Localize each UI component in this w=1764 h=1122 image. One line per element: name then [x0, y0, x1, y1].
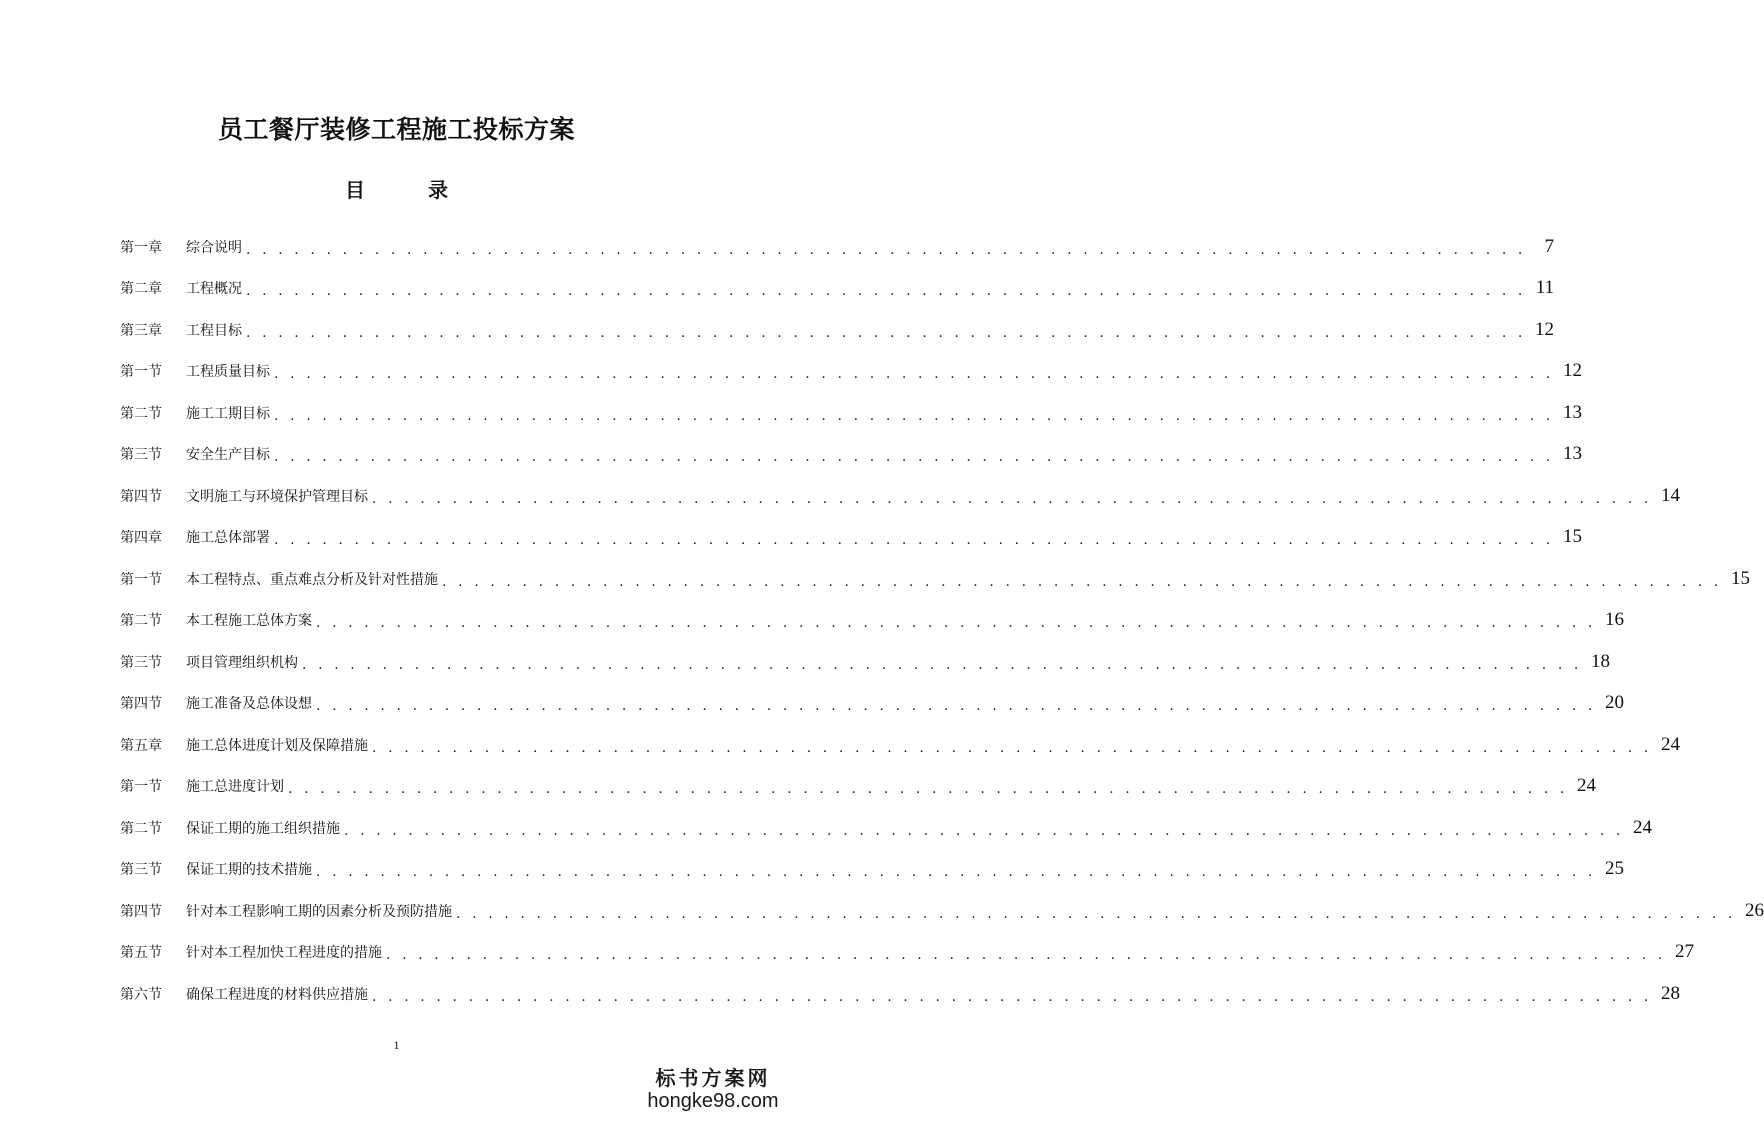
toc-entry-label — [120, 818, 340, 838]
toc-dot-leader: . . . . . . . . . . . . . . . . . . . . . . . . . . . . . . . . . . . . . . . . . . . . . . . . . . . . . . . . . . . . . . . . . . . . . . . . . . . . . . . . — [274, 532, 1554, 549]
toc-entry-number: 第一节 — [120, 571, 162, 588]
toc-dot-leader: . . . . . . . . . . . . . . . . . . . . . . . . . . . . . . . . . . . . . . . . . . . . . . . . . . . . . . . . . . . . . . . . . . . . . . . . . . . . . . . . — [344, 822, 1624, 839]
toc-entry-number: 第三章 — [120, 322, 162, 339]
toc-entry[interactable] — [120, 392, 1582, 434]
toc-entry-number: 第二节 — [120, 820, 162, 837]
toc-entry-number: 第一节 — [120, 779, 162, 796]
toc-entry-title: 保证工期的施工组织措施 — [186, 820, 340, 837]
toc-entry[interactable] — [120, 517, 1582, 559]
toc-entry-title: 施工总进度计划 — [186, 779, 284, 796]
toc-entry-page: 27 — [1674, 941, 1694, 963]
toc-entry-label — [120, 942, 382, 962]
toc-entry-page: 12 — [1534, 318, 1554, 340]
toc-entry-number: 第一章 — [120, 239, 162, 256]
toc-dot-leader: . . . . . . . . . . . . . . . . . . . . . . . . . . . . . . . . . . . . . . . . . . . . . . . . . . . . . . . . . . . . . . . . . . . . . . . . . . . . . . . . — [274, 366, 1554, 383]
toc-entry-title: 项目管理组织机构 — [186, 654, 298, 671]
toc-entry-label — [120, 859, 312, 879]
toc-entry-label — [120, 652, 298, 672]
toc-entry-title: 施工准备及总体设想 — [186, 696, 312, 713]
toc-entry-title: 针对本工程影响工期的因素分析及预防措施 — [186, 903, 452, 920]
page-number: 1 — [393, 1038, 400, 1052]
toc-dot-leader: . . . . . . . . . . . . . . . . . . . . . . . . . . . . . . . . . . . . . . . . . . . . . . . . . . . . . . . . . . . . . . . . . . . . . . . . . . . . . . . . — [246, 283, 1526, 300]
toc-entry-page: 28 — [1660, 982, 1680, 1004]
toc-dot-leader: . . . . . . . . . . . . . . . . . . . . . . . . . . . . . . . . . . . . . . . . . . . . . . . . . . . . . . . . . . . . . . . . . . . . . . . . . . . . . . . . — [316, 698, 1596, 715]
toc-entry[interactable] — [120, 268, 1554, 310]
toc-entry-title: 工程概况 — [186, 281, 242, 298]
toc-entry[interactable] — [120, 724, 1680, 766]
toc-entry[interactable] — [120, 558, 1750, 600]
toc-entry-title: 施工总体进度计划及保障措施 — [186, 737, 368, 754]
toc-entry-title: 针对本工程加快工程进度的措施 — [186, 945, 382, 962]
toc-entry[interactable] — [120, 475, 1680, 517]
toc-entry-page: 26 — [1744, 899, 1764, 921]
toc-entry-number: 第四章 — [120, 530, 162, 547]
toc-entry-number: 第四节 — [120, 696, 162, 713]
toc-entry-page: 11 — [1535, 277, 1554, 299]
toc-dot-leader: . . . . . . . . . . . . . . . . . . . . . . . . . . . . . . . . . . . . . . . . . . . . . . . . . . . . . . . . . . . . . . . . . . . . . . . . . . . . . . . . — [316, 615, 1596, 632]
toc-entry[interactable] — [120, 766, 1596, 808]
toc-entry-title: 综合说明 — [186, 239, 242, 256]
toc-entry-label — [120, 735, 368, 755]
toc-heading: 目 录 — [345, 178, 476, 202]
toc-entry[interactable] — [120, 226, 1554, 268]
toc-entry-page: 13 — [1562, 443, 1582, 465]
toc-entry-label — [120, 776, 284, 796]
toc-dot-leader: . . . . . . . . . . . . . . . . . . . . . . . . . . . . . . . . . . . . . . . . . . . . . . . . . . . . . . . . . . . . . . . . . . . . . . . . . . . . . . . . — [372, 988, 1652, 1005]
toc-entry-title: 本工程特点、重点难点分析及针对性措施 — [186, 571, 438, 588]
toc-entry-page: 13 — [1562, 401, 1582, 423]
toc-entry-number: 第五节 — [120, 945, 162, 962]
toc-entry-title: 工程质量目标 — [186, 364, 270, 381]
toc-entry-label — [120, 901, 452, 921]
toc-entry-page: 25 — [1604, 858, 1624, 880]
toc-entry-label — [120, 237, 242, 257]
document-title: 员工餐厅装修工程施工投标方案 — [217, 115, 575, 144]
toc-entry-label — [120, 486, 368, 506]
toc-entry-number: 第六节 — [120, 986, 162, 1003]
toc-entry-label — [120, 444, 270, 464]
toc-entry-label — [120, 527, 270, 547]
watermark-name: 标书方案网 — [655, 1066, 771, 1090]
toc-entry[interactable] — [120, 351, 1582, 393]
toc-entry[interactable] — [120, 932, 1694, 974]
toc-entry-title: 保证工期的技术措施 — [186, 862, 312, 879]
toc-entry-title: 确保工程进度的材料供应措施 — [186, 986, 368, 1003]
table-of-contents — [120, 226, 1764, 1015]
toc-entry[interactable] — [120, 849, 1624, 891]
toc-entry-label — [120, 569, 438, 589]
toc-dot-leader: . . . . . . . . . . . . . . . . . . . . . . . . . . . . . . . . . . . . . . . . . . . . . . . . . . . . . . . . . . . . . . . . . . . . . . . . . . . . . . . . — [456, 905, 1736, 922]
toc-entry-page: 24 — [1632, 816, 1652, 838]
toc-entry[interactable] — [120, 641, 1610, 683]
toc-entry-number: 第三节 — [120, 447, 162, 464]
toc-entry[interactable] — [120, 973, 1680, 1015]
toc-entry-label — [120, 984, 368, 1004]
toc-entry-title: 本工程施工总体方案 — [186, 613, 312, 630]
toc-entry-page: 24 — [1576, 775, 1596, 797]
watermark-logo — [643, 1066, 783, 1112]
toc-entry[interactable] — [120, 600, 1624, 642]
toc-dot-leader: . . . . . . . . . . . . . . . . . . . . . . . . . . . . . . . . . . . . . . . . . . . . . . . . . . . . . . . . . . . . . . . . . . . . . . . . . . . . . . . . — [246, 241, 1526, 258]
toc-entry-title: 施工工期目标 — [186, 405, 270, 422]
toc-entry-number: 第一节 — [120, 364, 162, 381]
toc-entry-label — [120, 278, 242, 298]
toc-entry-page: 15 — [1730, 567, 1750, 589]
toc-entry-number: 第四节 — [120, 903, 162, 920]
toc-dot-leader: . . . . . . . . . . . . . . . . . . . . . . . . . . . . . . . . . . . . . . . . . . . . . . . . . . . . . . . . . . . . . . . . . . . . . . . . . . . . . . . . — [442, 573, 1722, 590]
toc-entry-number: 第三节 — [120, 654, 162, 671]
toc-dot-leader: . . . . . . . . . . . . . . . . . . . . . . . . . . . . . . . . . . . . . . . . . . . . . . . . . . . . . . . . . . . . . . . . . . . . . . . . . . . . . . . . — [288, 781, 1568, 798]
toc-entry-number: 第五章 — [120, 737, 162, 754]
toc-entry-title: 文明施工与环境保护管理目标 — [186, 488, 368, 505]
toc-entry-label — [120, 320, 242, 340]
toc-entry-page: 15 — [1562, 526, 1582, 548]
toc-entry-number: 第二章 — [120, 281, 162, 298]
toc-entry[interactable] — [120, 434, 1582, 476]
toc-entry-title: 施工总体部署 — [186, 530, 270, 547]
toc-entry-label — [120, 693, 312, 713]
toc-entry-page: 16 — [1604, 609, 1624, 631]
toc-entry-number: 第四节 — [120, 488, 162, 505]
toc-entry-number: 第二节 — [120, 613, 162, 630]
toc-entry-page: 12 — [1562, 360, 1582, 382]
toc-entry-number: 第二节 — [120, 405, 162, 422]
toc-dot-leader: . . . . . . . . . . . . . . . . . . . . . . . . . . . . . . . . . . . . . . . . . . . . . . . . . . . . . . . . . . . . . . . . . . . . . . . . . . . . . . . . — [274, 407, 1554, 424]
toc-dot-leader: . . . . . . . . . . . . . . . . . . . . . . . . . . . . . . . . . . . . . . . . . . . . . . . . . . . . . . . . . . . . . . . . . . . . . . . . . . . . . . . . — [386, 947, 1666, 964]
toc-entry-number: 第三节 — [120, 862, 162, 879]
toc-dot-leader: . . . . . . . . . . . . . . . . . . . . . . . . . . . . . . . . . . . . . . . . . . . . . . . . . . . . . . . . . . . . . . . . . . . . . . . . . . . . . . . . — [274, 449, 1554, 466]
toc-entry[interactable] — [120, 309, 1554, 351]
toc-entry-label — [120, 403, 270, 423]
watermark-url: hongke98.com — [647, 1090, 779, 1112]
toc-entry-page: 7 — [1544, 235, 1554, 257]
toc-dot-leader: . . . . . . . . . . . . . . . . . . . . . . . . . . . . . . . . . . . . . . . . . . . . . . . . . . . . . . . . . . . . . . . . . . . . . . . . . . . . . . . . — [372, 739, 1652, 756]
toc-entry-label — [120, 361, 270, 381]
toc-entry[interactable] — [120, 683, 1624, 725]
toc-entry-title: 安全生产目标 — [186, 447, 270, 464]
toc-entry[interactable] — [120, 807, 1652, 849]
toc-dot-leader: . . . . . . . . . . . . . . . . . . . . . . . . . . . . . . . . . . . . . . . . . . . . . . . . . . . . . . . . . . . . . . . . . . . . . . . . . . . . . . . . — [316, 864, 1596, 881]
toc-dot-leader: . . . . . . . . . . . . . . . . . . . . . . . . . . . . . . . . . . . . . . . . . . . . . . . . . . . . . . . . . . . . . . . . . . . . . . . . . . . . . . . . — [302, 656, 1582, 673]
toc-entry-page: 18 — [1590, 650, 1610, 672]
toc-entry-label — [120, 610, 312, 630]
toc-dot-leader: . . . . . . . . . . . . . . . . . . . . . . . . . . . . . . . . . . . . . . . . . . . . . . . . . . . . . . . . . . . . . . . . . . . . . . . . . . . . . . . . — [372, 490, 1652, 507]
toc-entry-page: 14 — [1660, 484, 1680, 506]
toc-entry-page: 20 — [1604, 692, 1624, 714]
toc-dot-leader: . . . . . . . . . . . . . . . . . . . . . . . . . . . . . . . . . . . . . . . . . . . . . . . . . . . . . . . . . . . . . . . . . . . . . . . . . . . . . . . . — [246, 324, 1526, 341]
toc-entry-title: 工程目标 — [186, 322, 242, 339]
toc-entry-page: 24 — [1660, 733, 1680, 755]
toc-entry[interactable] — [120, 890, 1764, 932]
